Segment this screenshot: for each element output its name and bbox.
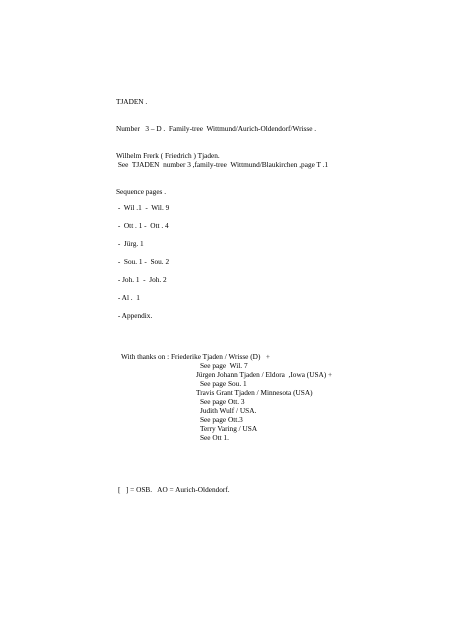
sequence-item-al: - Al . 1 [116, 293, 140, 302]
person-name-line: Wilhelm Frerk ( Friedrich ) Tjaden. [116, 151, 220, 160]
thanks-line: With thanks on : Friederike Tjaden / Wrisse (D) + [121, 352, 270, 361]
document-title: TJADEN . [116, 97, 148, 106]
thanks-line: See page Ott. 3 [200, 397, 245, 406]
thanks-line: See page Ott.3 [200, 415, 243, 424]
see-reference-line: See TJADEN number 3 ,family-tree Wittmund/Blaukirchen ,page T .1 [116, 160, 329, 169]
sequence-item-jurg: - Jürg. 1 [116, 239, 144, 248]
thanks-line: Travis Grant Tjaden / Minnesota (USA) [196, 388, 313, 397]
thanks-line: Terry Varing / USA [200, 424, 258, 433]
thanks-line: See page Sou. 1 [200, 379, 247, 388]
sequence-item-appendix: - Appendix. [116, 311, 153, 320]
sequence-heading: Sequence pages . [116, 187, 167, 196]
thanks-line: Judith Wulf / USA. [200, 406, 257, 415]
sequence-item-joh: - Joh. 1 - Joh. 2 [116, 275, 167, 284]
sequence-item-ott: - Ott . 1 - Ott . 4 [116, 221, 169, 230]
family-tree-number-line: Number 3 – D . Family-tree Wittmund/Aurich-Oldendorf/Wrisse . [116, 124, 317, 133]
thanks-line: See Ott 1. [200, 433, 229, 442]
sequence-item-sou: - Sou. 1 - Sou. 2 [116, 257, 170, 266]
thanks-line: Jürgen Johann Tjaden / Eldora ,Iowa (USA) + [196, 370, 333, 379]
sequence-item-wil: - Wil .1 - Wil. 9 [116, 203, 170, 212]
thanks-line: See page Wil. 7 [200, 361, 248, 370]
abbreviation-legend: [ ] = OSB. AO = Aurich-Oldendorf. [118, 485, 230, 494]
